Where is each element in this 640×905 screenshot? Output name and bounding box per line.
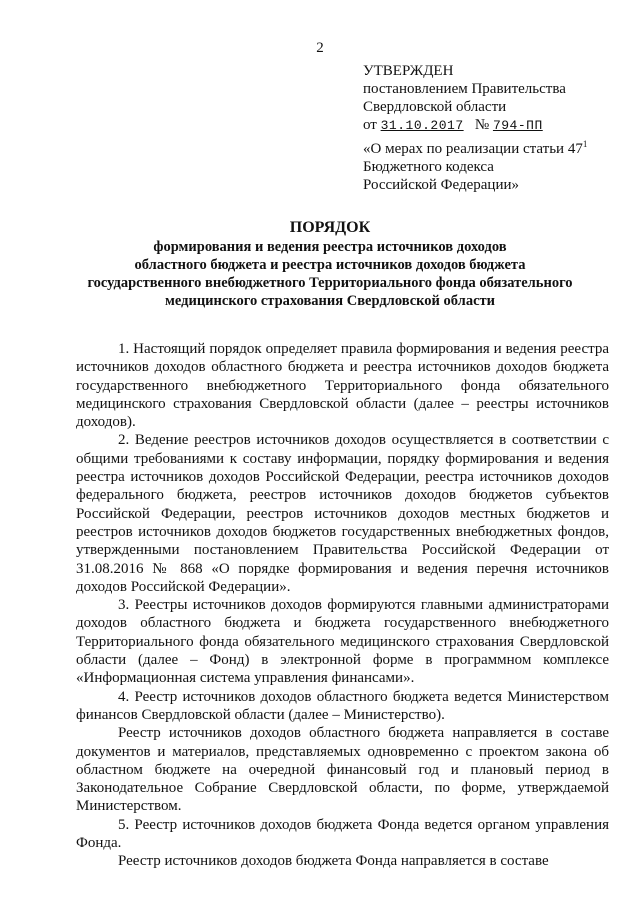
approval-resolution-title: «О мерах по реализации статьи 47 bbox=[363, 141, 583, 157]
approval-number: 794-ПП bbox=[492, 118, 543, 133]
paragraph: 1. Настоящий порядок определяет правила формирования и ведения реестра источников доходов областного бюджета и реестра источников доходов бюджета государственного внебюджетного Территориального фонда обязательного медицинского страхования Свердловской области (далее – реестры источников доходов). bbox=[76, 341, 609, 431]
approval-line: постановлением Правительства bbox=[363, 81, 566, 97]
paragraph: 5. Реестр источников доходов бюджета Фонда ведется органом управления Фонда. bbox=[76, 816, 609, 852]
paragraph: 4. Реестр источников доходов областного бюджета ведется Министерством финансов Свердловской области (далее – Министерство). bbox=[76, 688, 609, 723]
approval-line bbox=[363, 135, 633, 158]
approval-line: Свердловской области bbox=[363, 99, 507, 115]
paragraph: 3. Реестры источников доходов формируются главными администраторами доходов областного бюджета и бюджета государственного внебюджетного Территориального фонда обязательного медицинского страхования Свердловской области (далее – Фонд) в электронной форме в программном комплексе «Информационная система управления финансами». bbox=[76, 597, 609, 687]
paragraph: Реестр источников доходов областного бюджета направляется в составе документов и материалов, представляемых одновременно с проектом закона об областном бюджете на очередной финансовый год и плановый период в Законодательное Собрание Свердловской области, по форме, утверждаемой Министерством. bbox=[76, 725, 609, 815]
document-subtitle-line: областного бюджета и реестра источников доходов бюджета bbox=[134, 257, 526, 273]
approval-number-prefix: № bbox=[474, 117, 490, 133]
approval-stamp bbox=[363, 62, 633, 194]
document-subtitle-line: формирования и ведения реестра источников доходов bbox=[153, 239, 507, 255]
paragraph: 2. Ведение реестров источников доходов осуществляется в соответствии с общими требованиями к составу информации, порядку формирования и ведения реестра источников доходов Российской Федерации, реестра источников доходов федерального бюджета, реестров источников доходов бюджетов субъектов Российской Федерации, реестров источников доходов местных бюджетов и реестров источников доходов бюджетов государственных внебюджетных фондов, утвержденными постановлением Правительства Российской Федерации от 31.08.2016 № 868 «О порядке формирования и ведения перечня источников доходов Российской Федерации». bbox=[76, 432, 609, 595]
approval-superscript: 1 bbox=[582, 139, 588, 149]
approval-title: УТВЕРЖДЕН bbox=[363, 63, 454, 79]
document-subtitle-line: государственного внебюджетного Территориального фонда обязательного bbox=[87, 275, 573, 291]
document-body bbox=[76, 340, 609, 871]
document-title-block bbox=[40, 218, 620, 310]
page-number: 2 bbox=[316, 40, 324, 56]
approval-date-line bbox=[363, 116, 633, 135]
approval-date-prefix: от bbox=[363, 117, 381, 133]
document-title: ПОРЯДОК bbox=[289, 219, 371, 236]
paragraph: Реестр источников доходов бюджета Фонда направляется в составе bbox=[118, 853, 549, 870]
approval-line: Бюджетного кодекса bbox=[363, 159, 494, 175]
approval-date: 31.10.2017 bbox=[380, 118, 464, 133]
document-subtitle-line: медицинского страхования Свердловской области bbox=[165, 293, 495, 309]
approval-line: Российской Федерации» bbox=[363, 177, 520, 193]
